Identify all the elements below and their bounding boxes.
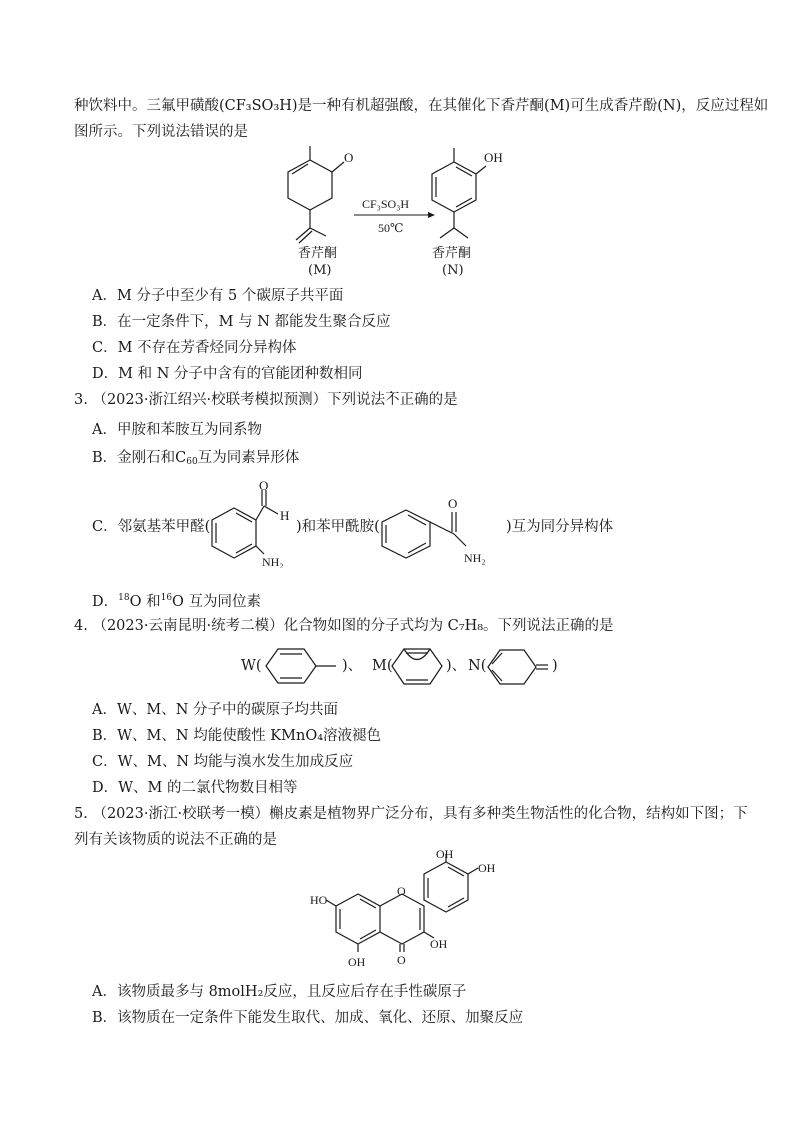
q4-option-b: B．W、M、N 均能使酸性 KMnO₄溶液褪色: [92, 728, 382, 744]
question-4-stem: [74, 616, 614, 636]
q4-option-c: C．W、M、N 均能与溴水发生加成反应: [92, 754, 354, 770]
reaction-arrowhead: [428, 212, 435, 218]
question-3-emphasis: 不正确: [385, 392, 429, 408]
quercetin-ring-oxygen: O: [397, 884, 406, 898]
temperature-label: 50℃: [378, 221, 404, 235]
question-3-tail: 的是: [428, 392, 458, 408]
question-5-stem-line-2: 列有关该物质的说法不正确的是: [74, 832, 277, 848]
carvone-oxygen: O: [344, 150, 354, 165]
q5-option-a: A．该物质最多与 8molH₂反应，且反应后存在手性碳原子: [92, 984, 467, 1000]
q3-option-d-suffix: O 互为同位素: [172, 594, 262, 610]
question-5-text-1: （2023·浙江·校联考一模）槲皮素是植物界广泛分布，具有多种类生物活性的化合物，结构如下图；下: [92, 806, 748, 822]
q4-option-d: D．W、M 的二氯代物数目相等: [92, 780, 298, 796]
carvacrol-hydroxyl: OH: [484, 150, 503, 165]
q3-option-c-prefix: C．邻氨基苯甲醛(: [92, 519, 211, 535]
quercetin-oh-3: OH: [430, 937, 448, 951]
intro-line-1: 种饮料中。三氟甲磺酸(CF₃SO₃H)是一种有机超强酸，在其催化下香芹酮(M)可生成香芹酚(N)，反应过程如: [74, 98, 769, 114]
q5-option-b: B．该物质在一定条件下能发生取代、加成、氧化、还原、加聚反应: [92, 1010, 524, 1026]
carvacrol-name: 香芹酮: [432, 246, 472, 261]
q4-option-a: A．W、M、N 分子中的碳原子均共面: [92, 702, 339, 718]
q3-option-a: A．甲胺和苯胺互为同系物: [92, 422, 262, 438]
c60-symbol: C: [175, 450, 187, 466]
q3-option-b-suffix: 互为同素异形体: [197, 450, 300, 466]
q2-option-b: B．在一定条件下，M 与 N 都能发生聚合反应: [92, 314, 391, 330]
quercetin-oh-right: OH: [478, 861, 496, 875]
q3-option-b-prefix: B．金刚石和: [92, 450, 176, 466]
q3-option-d: [92, 588, 261, 612]
q3-option-d-prefix: D．: [92, 594, 119, 610]
question-4-number: 4.: [74, 618, 88, 634]
q4-separator-2: )、: [446, 658, 467, 674]
q3-option-b: [92, 448, 299, 472]
quercetin-oh-5: OH: [348, 955, 366, 969]
c60-subscript: 60: [186, 457, 198, 467]
carvone-structure: [288, 146, 344, 243]
aldehyde-hydrogen: H: [280, 508, 290, 523]
q3-option-c-suffix: )互为同分异构体: [506, 519, 614, 535]
q4-w-label: W(: [241, 658, 262, 674]
q4-m-label: M(: [372, 658, 393, 674]
amide-nitrogen: NH₂: [464, 551, 486, 565]
aldehyde-oxygen: O: [259, 478, 269, 493]
intro-line-2: 图所示。下列说法错误的是: [74, 124, 248, 140]
isotope-18-mass: 18: [118, 593, 130, 603]
toluene-structure: [256, 646, 354, 686]
amino-group: NH₂: [262, 555, 284, 568]
methylenecyclohexadiene-structure: [482, 646, 552, 688]
question-3-source: （2023·浙江绍兴·校联考模拟预测）下列说法: [92, 392, 386, 408]
reagent-label: CF₃SO₃H: [362, 197, 410, 211]
isotope-16-mass: 16: [160, 593, 173, 603]
q4-n-label: N(: [468, 658, 487, 674]
norbornadiene-structure: [386, 644, 450, 690]
quercetin-structure: [310, 848, 520, 978]
question-5-stem-line-1: [74, 804, 748, 824]
q2-option-c: C．M 不存在芳香烃同分异构体: [92, 340, 297, 356]
question-5-number: 5.: [74, 806, 88, 822]
quercetin-ho-left: HO: [310, 893, 328, 907]
benzamide-structure: [376, 494, 506, 568]
isotope-18-symbol: O 和: [129, 594, 161, 610]
question-4-text: （2023·云南昆明·统考二模）化合物如图的分子式均为 C₇H₈。下列说法正确的是: [92, 618, 614, 634]
quercetin-oh-top: OH: [436, 848, 454, 861]
question-3-stem: [74, 390, 458, 410]
aminobenzaldehyde-structure: [204, 478, 294, 568]
q2-option-a: A．M 分子中至少有 5 个碳原子共平面: [92, 288, 344, 304]
q2-option-d: D．M 和 N 分子中含有的官能团种数相同: [92, 366, 363, 382]
q4-close-paren: ): [552, 658, 558, 674]
q4-separator-1: )、: [342, 658, 363, 674]
quercetin-keto-oxygen: O: [397, 953, 406, 967]
q3-option-c-middle: )和苯甲酰胺(: [296, 519, 380, 535]
question-3-number: 3.: [74, 392, 88, 408]
carvone-name: 香芹酮: [298, 246, 338, 261]
carvacrol-label: (N): [442, 263, 464, 278]
carvacrol-structure: [432, 148, 486, 238]
carvone-label: (M): [308, 263, 332, 278]
amide-oxygen: O: [448, 496, 458, 511]
